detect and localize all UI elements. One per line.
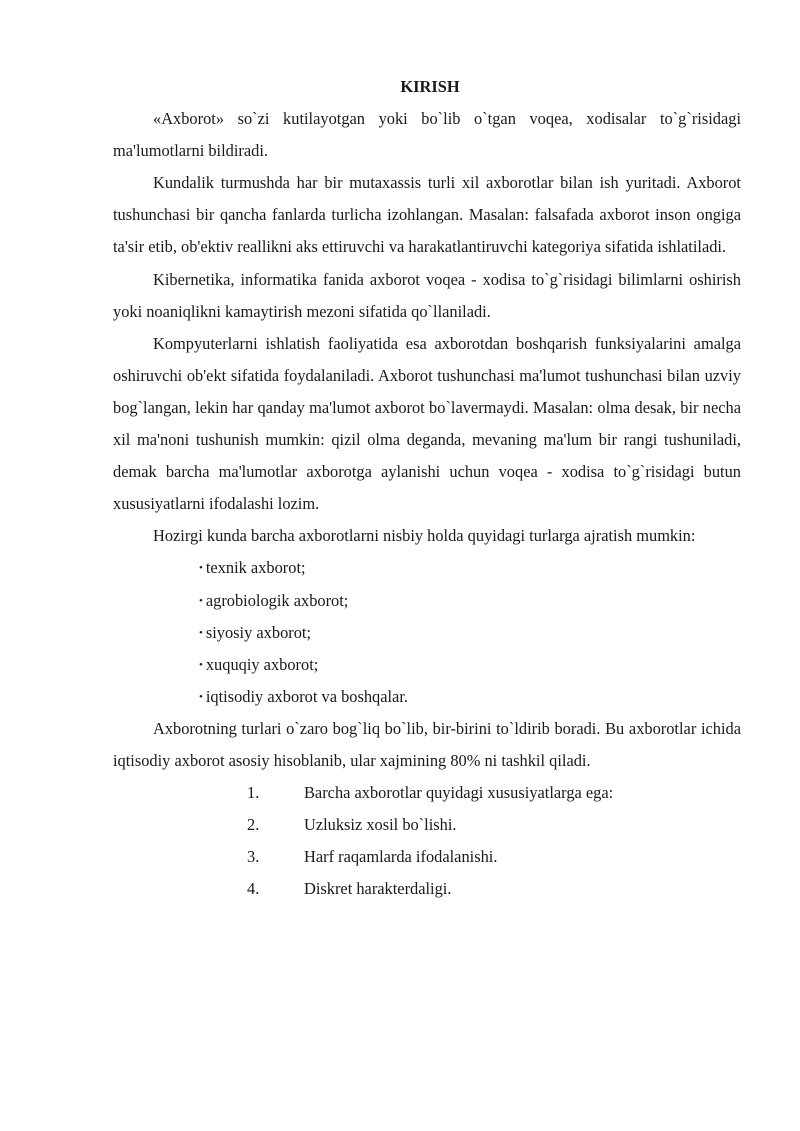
paragraph-daily-life: Kundalik turmushda har bir mutaxassis turli xil axborotlar bilan ish yuritadi. Axborot tushunchasi bir qancha fanlarda turlicha izohlangan. Masalan: falsafada axborot inson ongiga ta'sir etib, ob'ektiv reallikni aks ettiruvchi va harakatlantiruvchi kategoriya sifatida ishlatiladi.	[113, 173, 741, 257]
numbered-item	[247, 841, 741, 873]
bullet-icon: •	[199, 626, 203, 639]
paragraph-axborot-definition: «Axborot» so`zi kutilayotgan yoki bo`lib o`tgan voqea, xodisalar to`g`risidagi ma'lumotlarni bildiradi.	[113, 109, 741, 161]
paragraph-types-closing: Axborotning turlari o`zaro bog`liq bo`lib, bir-birini to`ldirib boradi. Bu axborotlar ichida iqtisodiy axborot asosiy hisoblanib, ular xajmining 80% ni tashkil qiladi.	[113, 718, 741, 770]
item-number: 3.	[247, 847, 260, 867]
paragraph-computers: Kompyuterlarni ishlatish faoliyatida esa axborotdan boshqarish funksiyalarini amalga oshiruvchi ob'ekt sifatida foydalaniladi. Axborot tushunchasi ma'lumot tushunchasi bilan uzviy bog`langan, lekin har qanday ma'lumot axborot bo`lavermaydi. Masalan: olma desak, bir necha xil ma'noni tushunish mumkin: qizil olma deganda, mevaning ma'lum bir rangi tushuniladi, demak barcha ma'lumotlar axborotga aylanishi uchun voqea - xodisa to`g`risidagi butun xususiyatlarni ifodalashi lozim.	[113, 333, 741, 514]
list-item-text: xuquqiy axborot;	[205, 654, 319, 674]
bullet-icon: •	[199, 594, 203, 607]
bullet-list	[113, 552, 741, 712]
list-item	[199, 649, 741, 681]
document-page	[113, 71, 741, 905]
paragraph-cybernetics: Kibernetika, informatika fanida axborot voqea - xodisa to`g`risidagi bilimlarni oshirish yoki noaniqlikni kamaytirish mezoni sifatida qo`llaniladi.	[113, 269, 741, 321]
item-number: 2.	[247, 815, 260, 835]
numbered-list	[113, 777, 741, 905]
numbered-item	[247, 777, 741, 809]
bullet-icon: •	[199, 690, 203, 703]
list-item	[199, 681, 741, 713]
paragraph-types-intro: Hozirgi kunda barcha axborotlarni nisbiy holda quyidagi turlarga ajratish mumkin:	[153, 526, 696, 546]
page-title: KIRISH	[400, 77, 460, 96]
item-text: Harf raqamlarda ifodalanishi.	[304, 847, 498, 867]
list-item-text: agrobiologik axborot;	[205, 590, 349, 610]
item-number: 1.	[247, 783, 260, 803]
item-number: 4.	[247, 879, 260, 899]
bullet-icon: •	[199, 562, 203, 575]
list-item-text: siyosiy axborot;	[205, 622, 312, 642]
numbered-item	[247, 809, 741, 841]
list-item-text: iqtisodiy axborot va boshqalar.	[205, 686, 408, 706]
bullet-icon: •	[199, 658, 203, 671]
list-item	[199, 617, 741, 649]
list-item-text: texnik axborot;	[205, 558, 306, 578]
item-text: Barcha axborotlar quyidagi xususiyatlarga ega:	[304, 783, 614, 803]
item-text: Uzluksiz xosil bo`lishi.	[304, 815, 457, 835]
list-item	[199, 552, 741, 584]
numbered-item	[247, 873, 741, 905]
list-item	[199, 585, 741, 617]
item-text: Diskret harakterdaligi.	[304, 879, 452, 899]
